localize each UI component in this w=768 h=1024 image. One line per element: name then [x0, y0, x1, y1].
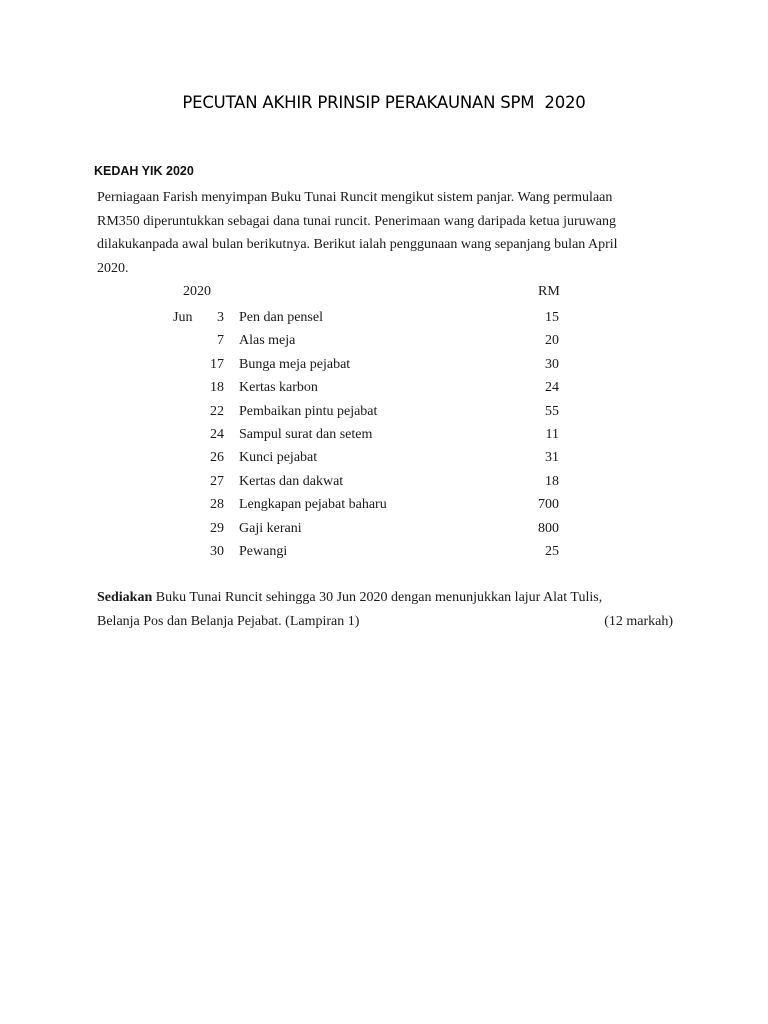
ledger-day: 22: [210, 403, 224, 419]
instruction-text: Buku Tunai Runcit sehingga 30 Jun 2020 dengan menunjukkan lajur Alat Tulis,: [152, 590, 603, 605]
expense-ledger: [0, 306, 768, 563]
ledger-month: Jun: [173, 310, 193, 325]
ledger-amount: 24: [545, 380, 559, 396]
ledger-amount: 30: [545, 356, 559, 372]
ledger-day: 18: [210, 380, 224, 396]
question-line: 2020.: [97, 260, 129, 276]
ledger-row: [0, 423, 768, 446]
ledger-day: 3: [217, 310, 224, 325]
ledger-row: [0, 470, 768, 493]
ledger-amount: 15: [545, 310, 559, 325]
ledger-day: 28: [210, 497, 224, 513]
ledger-row: [0, 329, 768, 352]
ledger-row: [0, 446, 768, 469]
ledger-day: 24: [210, 426, 224, 442]
ledger-amount: 31: [545, 450, 559, 466]
ledger-amount: 11: [545, 426, 559, 442]
ledger-day: 30: [210, 543, 224, 559]
ledger-amount: 800: [538, 520, 559, 536]
instruction-line-1: [97, 586, 673, 610]
ledger-row: [0, 540, 768, 563]
document-title: PECUTAN AKHIR PRINSIP PERAKAUNAN SPM 2020: [182, 93, 586, 112]
ledger-amount-header: RM: [538, 284, 560, 299]
question-line: RM350 diperuntukkan sebagai dana tunai runcit. Penerimaan wang daripada ketua juruwang: [97, 213, 617, 229]
ledger-day: 17: [210, 356, 224, 372]
ledger-description: Alas meja: [239, 333, 296, 349]
ledger-description: Pembaikan pintu pejabat: [239, 403, 378, 419]
ledger-row: [0, 517, 768, 540]
ledger-amount: 18: [545, 473, 559, 489]
question-line: Perniagaan Farish menyimpan Buku Tunai Runcit mengikut sistem panjar. Wang permulaan: [97, 190, 613, 205]
ledger-amount: 25: [545, 543, 559, 559]
ledger-row: [0, 353, 768, 376]
ledger-description: Sampul surat dan setem: [239, 426, 373, 442]
ledger-day: 7: [217, 333, 224, 349]
ledger-year-header: 2020: [183, 284, 211, 299]
ledger-amount: 55: [545, 403, 559, 419]
question-paragraph: [97, 186, 677, 280]
source-label: KEDAH YIK 2020: [94, 164, 194, 178]
ledger-description: Kertas dan dakwat: [239, 473, 344, 489]
ledger-row: [0, 400, 768, 423]
ledger-description: Pewangi: [239, 543, 288, 559]
task-instruction: [97, 586, 673, 634]
ledger-amount: 20: [545, 333, 559, 349]
instruction-lead: Sediakan: [97, 590, 153, 605]
question-line: dilakukanpada awal bulan berikutnya. Berikut ialah penggunaan wang sepanjang bulan April: [97, 237, 618, 252]
ledger-day: 29: [210, 520, 224, 536]
instruction-text: Belanja Pos dan Belanja Pejabat. (Lampiran 1): [97, 614, 360, 629]
ledger-description: Lengkapan pejabat baharu: [239, 497, 387, 513]
ledger-row: [0, 306, 768, 329]
ledger-description: Gaji kerani: [239, 520, 302, 536]
instruction-line-2: [97, 610, 673, 634]
ledger-row: [0, 376, 768, 399]
ledger-day: 26: [210, 450, 224, 466]
ledger-description: Pen dan pensel: [239, 310, 323, 325]
ledger-description: Kertas karbon: [239, 380, 318, 396]
ledger-description: Kunci pejabat: [239, 450, 318, 466]
ledger-amount: 700: [538, 497, 559, 513]
ledger-row: [0, 493, 768, 516]
marks-label: (12 markah): [604, 614, 673, 629]
ledger-day: 27: [210, 473, 224, 489]
ledger-description: Bunga meja pejabat: [239, 356, 351, 372]
